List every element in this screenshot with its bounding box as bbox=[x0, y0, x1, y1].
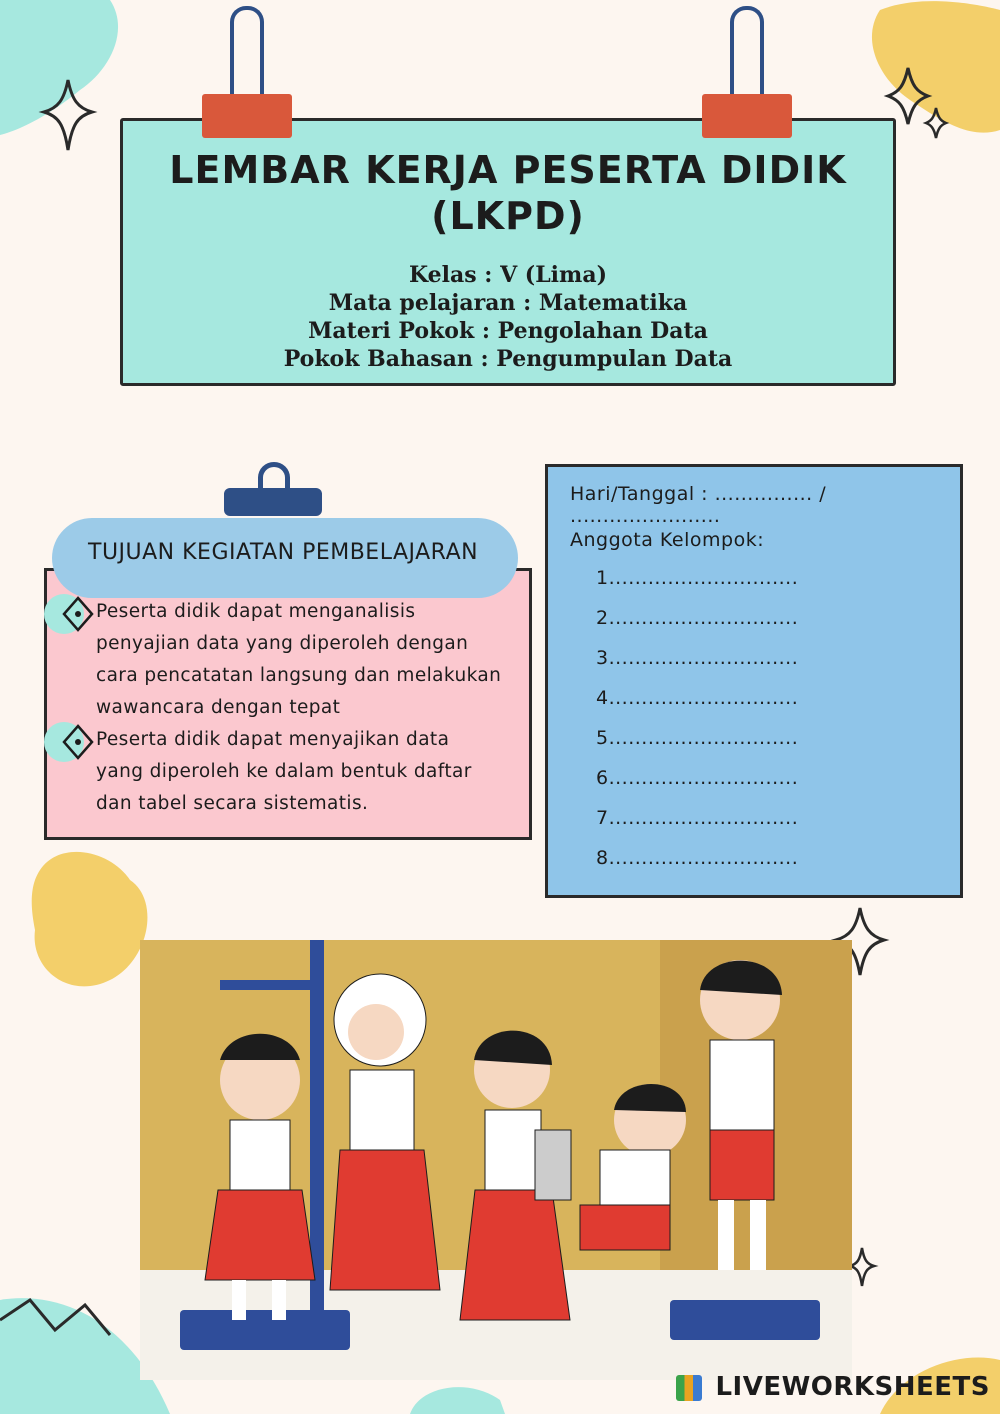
illustration-svg bbox=[140, 940, 852, 1380]
page-title bbox=[123, 147, 893, 239]
member-field-5[interactable]: 5............................. bbox=[596, 727, 799, 749]
goals-title: TUJUAN KEGIATAN PEMBELAJARAN bbox=[88, 540, 479, 565]
brand-logo bbox=[676, 1372, 990, 1402]
binder-clip-goals bbox=[224, 462, 322, 522]
title-line-1: LEMBAR KERJA PESERTA DIDIK bbox=[169, 148, 847, 192]
member-field-4[interactable]: 4............................. bbox=[596, 687, 799, 709]
class-label: Kelas : V (Lima) bbox=[409, 262, 607, 288]
member-field-3[interactable]: 3............................. bbox=[596, 647, 799, 669]
goal-item-2 bbox=[96, 724, 526, 820]
title-line-2: (LKPD) bbox=[431, 194, 585, 238]
brand-text: LIVEWORKSHEETS bbox=[715, 1372, 990, 1402]
goal-1-line-1: Peserta didik dapat menganalisis bbox=[96, 601, 416, 622]
header-card bbox=[120, 118, 896, 386]
members-label: Anggota Kelompok: bbox=[570, 529, 765, 551]
goal-2-line-2: yang diperoleh ke dalam bentuk daftar bbox=[96, 761, 472, 782]
mint-blob-bottom-mid bbox=[410, 1387, 505, 1414]
goal-1-line-3: cara pencatatan langsung dan melakukan bbox=[96, 665, 502, 686]
goal-item-1 bbox=[96, 596, 526, 724]
member-field-8[interactable]: 8............................. bbox=[596, 847, 799, 869]
group-card bbox=[545, 464, 963, 898]
member-field-7[interactable]: 7............................. bbox=[596, 807, 799, 829]
subject-label: Mata pelajaran : Matematika bbox=[328, 290, 688, 316]
weight-scale bbox=[670, 1300, 820, 1340]
binder-clip-right bbox=[702, 6, 792, 136]
goal-1-line-2: penyajian data yang diperoleh dengan bbox=[96, 633, 469, 654]
member-field-6[interactable]: 6............................. bbox=[596, 767, 799, 789]
diamond-icon bbox=[60, 724, 96, 760]
children-measuring-illustration bbox=[140, 940, 852, 1380]
goal-2-line-3: dan tabel secara sistematis. bbox=[96, 793, 369, 814]
sparkle-icon-lower-right bbox=[850, 1248, 874, 1286]
goal-1-line-4: wawancara dengan tepat bbox=[96, 697, 341, 718]
mint-blob-top-left bbox=[0, 0, 118, 135]
binder-clip-left bbox=[202, 6, 292, 136]
member-field-1[interactable]: 1............................. bbox=[596, 567, 799, 589]
topic-label: Materi Pokok : Pengolahan Data bbox=[308, 318, 708, 344]
subtopic-label: Pokok Bahasan : Pengumpulan Data bbox=[283, 346, 733, 372]
date-field[interactable]: Hari/Tanggal : ............... / ....................... bbox=[570, 483, 827, 527]
member-field-2[interactable]: 2............................. bbox=[596, 607, 799, 629]
brand-logo-icon bbox=[676, 1375, 702, 1401]
diamond-icon bbox=[60, 596, 96, 632]
class-info bbox=[123, 261, 893, 373]
goal-2-line-1: Peserta didik dapat menyajikan data bbox=[96, 729, 450, 750]
yellow-blob-left bbox=[32, 852, 148, 986]
